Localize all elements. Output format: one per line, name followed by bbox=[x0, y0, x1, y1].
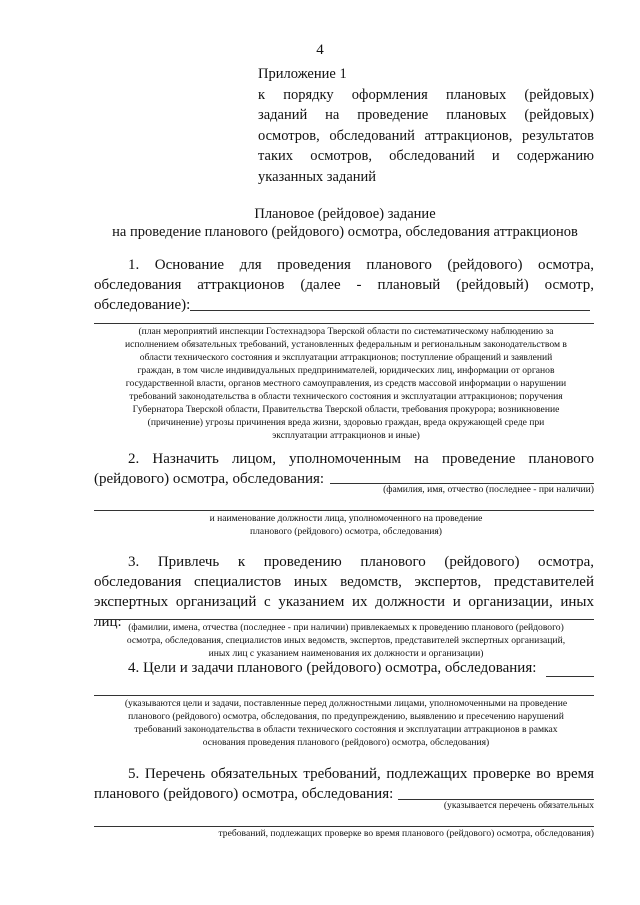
section-3-note bbox=[96, 621, 596, 660]
appendix-line: Приложение 1 bbox=[258, 66, 347, 82]
section-4-blank-line bbox=[546, 676, 594, 677]
note-line: (план мероприятий инспекции Гостехнадзора Тверской области по систематическому наблюдению за bbox=[138, 326, 554, 337]
section-3-line: 3. Привлечь к проведению планового (рейдового) осмотра, bbox=[128, 554, 594, 570]
document-subtitle: на проведение планового (рейдового) осмотра, обследования аттракционов bbox=[112, 224, 578, 240]
note-line: планового (рейдового) осмотра, обследования, по предупреждению, выявлению и пресечению нарушений bbox=[128, 711, 564, 722]
appendix-line: осмотров, обследований аттракционов, результатов bbox=[258, 127, 594, 144]
section-2-note bbox=[96, 512, 596, 538]
page-number: 4 bbox=[316, 42, 324, 58]
section-5 bbox=[94, 764, 594, 804]
note-line: и наименование должности лица, уполномоченного на проведение bbox=[209, 513, 483, 524]
note-line: требований законодательства в области технического состояния и эксплуатации аттракционов в рамках bbox=[134, 724, 558, 735]
note-line: граждан, в том числе индивидуальных предпринимателей, юридических лиц, информации от органов bbox=[137, 365, 555, 376]
section-3-line: экспертных организаций с указанием их должности и организации, иных лиц: bbox=[94, 594, 594, 630]
note-line: (указываются цели и задачи, поставленные перед должностными лицами, уполномоченными на проведение bbox=[124, 698, 568, 709]
section-2-blank-line bbox=[94, 510, 594, 511]
section-2-note-right: (фамилия, имя, отчество (последнее - при наличии) bbox=[383, 484, 594, 495]
section-5-blank-line bbox=[94, 826, 594, 827]
section-1-line: обследования аттракционов (далее - плановый (рейдовый) осмотр, bbox=[94, 277, 594, 293]
section-1-note bbox=[96, 325, 596, 442]
note-line: требований законодательства в области технического состояния и эксплуатации аттракционов; поручения bbox=[129, 391, 563, 402]
note-line: государственной власти, органов местного самоуправления, из средств массовой информации о нарушении bbox=[125, 378, 567, 389]
section-4-note bbox=[96, 697, 596, 749]
appendix-block bbox=[258, 64, 594, 187]
note-line: эксплуатации аттракционов и иные) bbox=[272, 430, 420, 441]
note-line: (фамилии, имена, отчества (последнее - при наличии) привлекаемых к проведению планового (рейдового) bbox=[128, 622, 564, 633]
note-line: осмотра, обследования, специалистов иных ведомств, экспертов, представителей экспертных организаций, bbox=[126, 635, 566, 646]
note-line: основания проведения планового (рейдового) осмотра, обследования) bbox=[202, 737, 490, 748]
note-line: планового (рейдового) осмотра, обследования) bbox=[250, 526, 442, 537]
section-5-line: планового (рейдового) осмотра, обследования: bbox=[94, 786, 394, 802]
note-line: области технического состояния и эксплуатации аттракционов; поступление обращений и заявлений bbox=[139, 352, 553, 363]
section-4-line: 4. Цели и задачи планового (рейдового) осмотра, обследования: bbox=[128, 660, 537, 676]
note-line: исполнением обязательных требований, установленных федеральным и региональным законодательством в bbox=[125, 339, 567, 350]
section-3-line: обследования специалистов иных ведомств, экспертов, представителей bbox=[94, 574, 594, 590]
appendix-line: таких осмотров, обследований и содержанию bbox=[258, 148, 594, 164]
note-line: (причинение) угрозы причинения вреда жизни, здоровью граждан, вреда окружающей среде при bbox=[147, 417, 545, 428]
section-5-note-right: (указывается перечень обязательных bbox=[443, 800, 594, 811]
note-line: Губернатора Тверской области, Правительства Тверской области, требования прокурора; возникновение bbox=[132, 404, 560, 415]
section-5-line: 5. Перечень обязательных требований, подлежащих проверке во время bbox=[128, 766, 594, 782]
section-2-line: (рейдового) осмотра, обследования: bbox=[94, 471, 325, 487]
section-1-blank-line bbox=[94, 323, 594, 324]
section-1-blank-line bbox=[190, 310, 590, 311]
note-line: иных лиц с указанием наименования их должности и организации) bbox=[208, 648, 484, 659]
section-1-line: обследование): bbox=[94, 297, 191, 313]
document-title: Плановое (рейдовое) задание bbox=[254, 206, 436, 222]
appendix-line: к порядку оформления плановых (рейдовых) bbox=[258, 86, 594, 103]
section-2-line: 2. Назначить лицом, уполномоченным на проведение планового bbox=[128, 451, 594, 467]
appendix-line: заданий на проведение плановых (рейдовых) bbox=[258, 107, 594, 123]
section-3-blank-line bbox=[94, 619, 594, 620]
section-1 bbox=[94, 255, 594, 315]
appendix-line: указанных заданий bbox=[258, 168, 377, 185]
section-4-blank-line bbox=[94, 695, 594, 696]
section-4 bbox=[94, 658, 594, 678]
section-5-note-bottom: требований, подлежащих проверке во время планового (рейдового) осмотра, обследования) bbox=[218, 828, 594, 839]
section-1-line: 1. Основание для проведения планового (рейдового) осмотра, bbox=[128, 257, 594, 273]
